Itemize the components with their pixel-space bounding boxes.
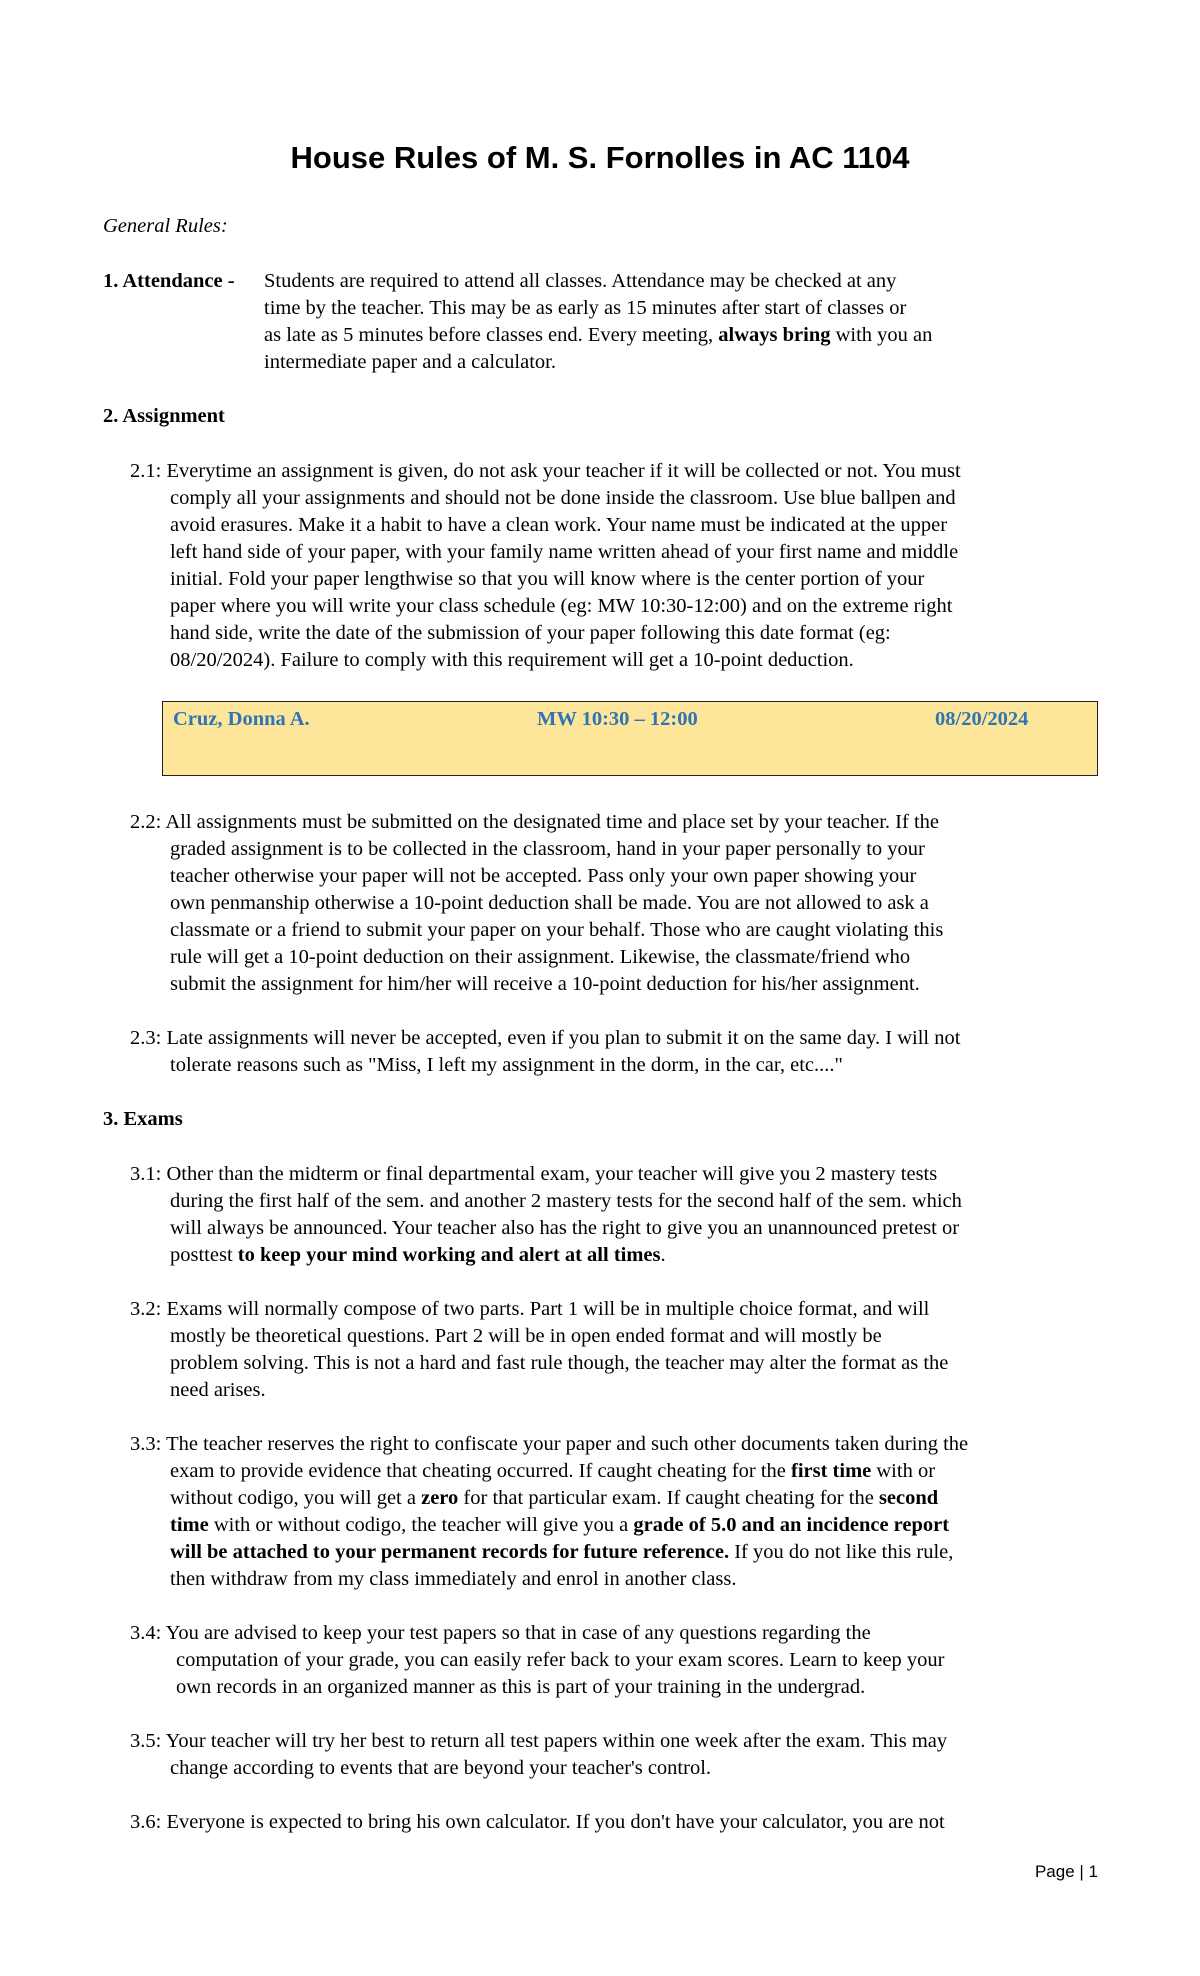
- rule-line: own penmanship otherwise a 10-point deduction shall be made. You are not allowed to ask a: [170, 892, 929, 914]
- rule-line: comply all your assignments and should not be done inside the classroom. Use blue ballpen and: [170, 487, 956, 509]
- sample-schedule: MW 10:30 – 12:00: [537, 708, 698, 730]
- rule-text: posttest: [170, 1244, 238, 1266]
- rule-text: If you do not like this rule,: [729, 1541, 954, 1563]
- rule-line: 2.2: All assignments must be submitted on the designated time and place set by your teacher. If the: [130, 811, 939, 833]
- rule-line: will always be announced. Your teacher also has the right to give you an unannounced pretest or: [170, 1217, 960, 1239]
- rule-line: problem solving. This is not a hard and fast rule though, the teacher may alter the format as the: [170, 1352, 949, 1374]
- rule-line: initial. Fold your paper lengthwise so that you will know where is the center portion of your: [170, 568, 925, 590]
- rule-line: 3.5: Your teacher will try her best to return all test papers within one week after the exam. This may: [130, 1730, 948, 1752]
- attendance-text: as late as 5 minutes before classes end. Every meeting,: [264, 324, 719, 346]
- rule-line: need arises.: [170, 1379, 266, 1401]
- rule-emphasis: second: [878, 1487, 939, 1509]
- rule-line: submit the assignment for him/her will receive a 10-point deduction for his/her assignment.: [170, 973, 920, 995]
- rule-line: 3.4: You are advised to keep your test papers so that in case of any questions regarding the: [130, 1622, 871, 1644]
- rule-emphasis: to keep your mind working and alert at all times: [237, 1244, 661, 1266]
- attendance-line: Students are required to attend all classes. Attendance may be checked at any: [264, 270, 897, 292]
- sample-paper-header: [162, 701, 1098, 776]
- rule-line: teacher otherwise your paper will not be accepted. Pass only your own paper showing your: [170, 865, 917, 887]
- attendance-line: [264, 322, 932, 349]
- general-rules-label: General Rules:: [103, 215, 228, 237]
- rule-line: then withdraw from my class immediately and enrol in another class.: [170, 1568, 737, 1590]
- rule-line: tolerate reasons such as "Miss, I left my assignment in the dorm, in the car, etc....": [170, 1054, 843, 1076]
- rule-line: [170, 1512, 949, 1539]
- exams-heading: 3. Exams: [103, 1108, 183, 1130]
- attendance-line: intermediate paper and a calculator.: [264, 351, 556, 373]
- rule-line: left hand side of your paper, with your family name written ahead of your first name and middle: [170, 541, 959, 563]
- rule-emphasis: will be attached to your permanent records for future reference.: [170, 1541, 730, 1563]
- rule-line: mostly be theoretical questions. Part 2 will be in open ended format and will mostly be: [170, 1325, 882, 1347]
- rule-line: graded assignment is to be collected in the classroom, hand in your paper personally to your: [170, 838, 925, 860]
- rule-line: 2.3: Late assignments will never be accepted, even if you plan to submit it on the same day. I will not: [130, 1027, 961, 1049]
- page-number: Page | 1: [1034, 1862, 1098, 1881]
- sample-date: 08/20/2024: [935, 708, 1029, 730]
- attendance-text: with you an: [830, 324, 933, 346]
- attendance-emphasis: always bring: [718, 324, 831, 346]
- rule-emphasis: time: [170, 1514, 209, 1536]
- rule-emphasis: first time: [791, 1460, 872, 1482]
- rule-line: classmate or a friend to submit your paper on your behalf. Those who are caught violating this: [170, 919, 944, 941]
- rule-emphasis: zero: [421, 1487, 459, 1509]
- rule-line: 3.1: Other than the midterm or final departmental exam, your teacher will give you 2 mastery tests: [130, 1163, 938, 1185]
- rule-text: with or: [871, 1460, 936, 1482]
- attendance-line: time by the teacher. This may be as early as 15 minutes after start of classes or: [264, 297, 907, 319]
- rule-text: .: [660, 1244, 666, 1266]
- rule-line: paper where you will write your class schedule (eg: MW 10:30-12:00) and on the extreme right: [170, 595, 953, 617]
- rule-line: 2.1: Everytime an assignment is given, do not ask your teacher if it will be collected or not. You must: [130, 460, 961, 482]
- rule-line: 3.6: Everyone is expected to bring his own calculator. If you don't have your calculator, you are not: [130, 1811, 945, 1833]
- rule-line: rule will get a 10-point deduction on their assignment. Likewise, the classmate/friend who: [170, 946, 911, 968]
- rule-text: for that particular exam. If caught cheating for the: [458, 1487, 879, 1509]
- rule-line: 3.3: The teacher reserves the right to confiscate your paper and such other documents taken during the: [130, 1433, 969, 1455]
- rule-line: 3.2: Exams will normally compose of two parts. Part 1 will be in multiple choice format, and will: [130, 1298, 930, 1320]
- page-title: House Rules of M. S. Fornolles in AC 1104: [290, 140, 910, 175]
- attendance-heading: 1. Attendance -: [103, 270, 235, 292]
- rule-line: change according to events that are beyond your teacher's control.: [170, 1757, 712, 1779]
- rule-line: own records in an organized manner as this is part of your training in the undergrad.: [176, 1676, 866, 1698]
- rule-line: during the first half of the sem. and another 2 mastery tests for the second half of the sem. which: [170, 1190, 962, 1212]
- rule-line: computation of your grade, you can easily refer back to your exam scores. Learn to keep your: [176, 1649, 945, 1671]
- rule-line: avoid erasures. Make it a habit to have a clean work. Your name must be indicated at the upper: [170, 514, 948, 536]
- sample-name: Cruz, Donna A.: [173, 708, 310, 730]
- rule-line: 08/20/2024). Failure to comply with this requirement will get a 10-point deduction.: [170, 649, 854, 671]
- rule-emphasis: grade of 5.0 and an incidence report: [633, 1514, 950, 1536]
- rule-text: without codigo, you will get a: [170, 1487, 422, 1509]
- rule-line: hand side, write the date of the submission of your paper following this date format (eg:: [170, 622, 891, 644]
- rule-text: exam to provide evidence that cheating occurred. If caught cheating for the: [170, 1460, 791, 1482]
- rule-line: [170, 1485, 938, 1512]
- assignment-heading: 2. Assignment: [103, 405, 225, 427]
- rule-line: [170, 1458, 935, 1485]
- rule-text: with or without codigo, the teacher will give you a: [208, 1514, 634, 1536]
- rule-line: [170, 1539, 953, 1566]
- rule-line: [170, 1242, 666, 1269]
